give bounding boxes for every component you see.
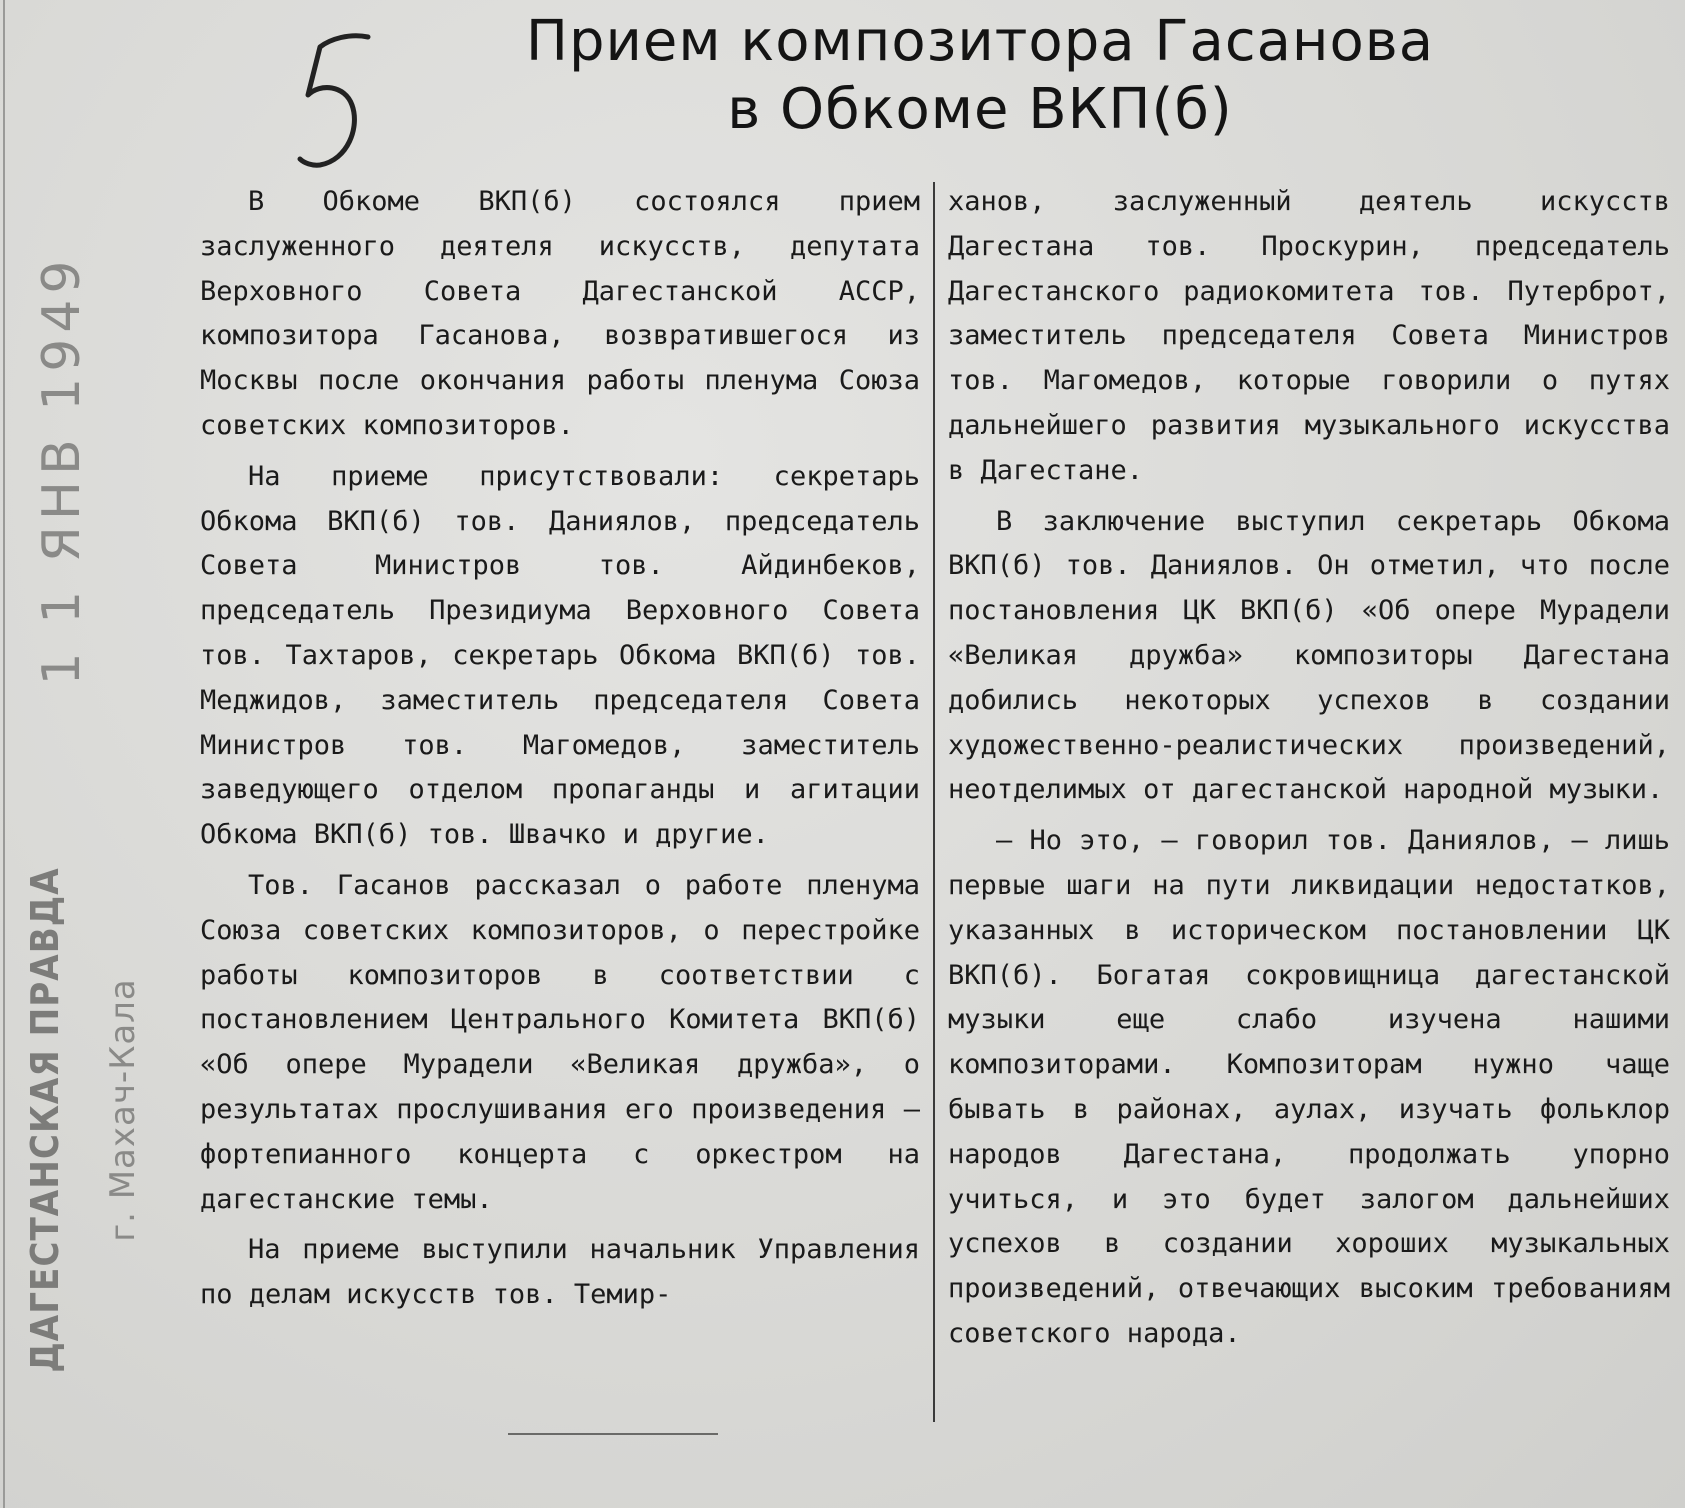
headline-line-1: Прием композитора Гасанова [525,9,1435,74]
column-divider [933,182,935,1422]
archive-date-stamp [12,254,112,686]
archive-date-text: 1 1 ЯНВ 1949 [32,254,92,686]
clipping-edge [3,0,5,1508]
end-rule [508,1433,718,1435]
paragraph: Тов. Гасанов рассказал о работе пленума Союза советских композиторов, о перестройке работы композиторов в соответствии с постановлением Центрального Комитета ВКП(б) «Об опере Мурадели «Великая дружба», о результатах прослушивания его произведения — фортепианного концерта с оркестром на дагестанские темы. [200,869,920,1215]
paragraph: На приеме присутствовали: секретарь Обкома ВКП(б) тов. Даниялов, председатель Совета Министров тов. Айдинбеков, председатель Президиума Верховного Совета тов. Тахтаров, секретарь Обкома ВКП(б) тов. Меджидов, заместитель председателя Совета Министров тов. Магомедов, заместитель заведующего отделом пропаганды и агитации Обкома ВКП(б) тов. Швачко и другие. [200,460,920,851]
paragraph: В Обкоме ВКП(б) состоялся прием заслуженного деятеля искусств, депутата Верховного Совета Дагестанской АССР, композитора Гасанова, возвратившегося из Москвы после окончания работы пленума Союза советских композиторов. [200,186,920,441]
city-text: г. Махач-Кала [103,978,143,1242]
article-column-left [200,180,920,1318]
headline-line-2: в Обкоме ВКП(б) [727,77,1233,142]
article-headline [330,8,1630,144]
article-column-right [948,180,1670,1357]
paragraph: На приеме выступили начальник Управления по делам искусств тов. Темир- [200,1234,920,1311]
newspaper-name-stamp [10,820,80,1420]
paragraph: ханов, заслуженный деятель искусств Дагестана тов. Проскурин, председатель Дагестанского радиокомитета тов. Путерброт, заместитель председателя Совета Министров тов. Магомедов, которые говорили о путях дальнейшего развития музыкального искусства в Дагестане. [948,186,1670,486]
paragraph: — Но это, — говорил тов. Даниялов, — лишь первые шаги на пути ликвидации недостатков, указанных в историческом постановлении ЦК ВКП(б). Богатая сокровищница дагестанской музыки еще слабо изучена нашими композиторами. Композиторам нужно чаще бывать в районах, аулах, изучать фольклор народов Дагестана, продолжать упорно учиться, и это будет залогом дальнейших успехов в создании хороших музыкальных произведений, отвечающих высоким требованиям советского народа. [948,825,1670,1349]
city-stamp [98,940,148,1280]
paragraph: В заключение выступил секретарь Обкома ВКП(б) тов. Даниялов. Он отметил, что после постановления ЦК ВКП(б) «Об опере Мурадели «Великая дружба» композиторы Дагестана добились некоторых успехов в создании художественно-реалистических произведений, неотделимых от дагестанской народной музыки. [948,505,1670,806]
newspaper-name-text: ДАГЕСТАНСКАЯ ПРАВДА [23,867,67,1373]
